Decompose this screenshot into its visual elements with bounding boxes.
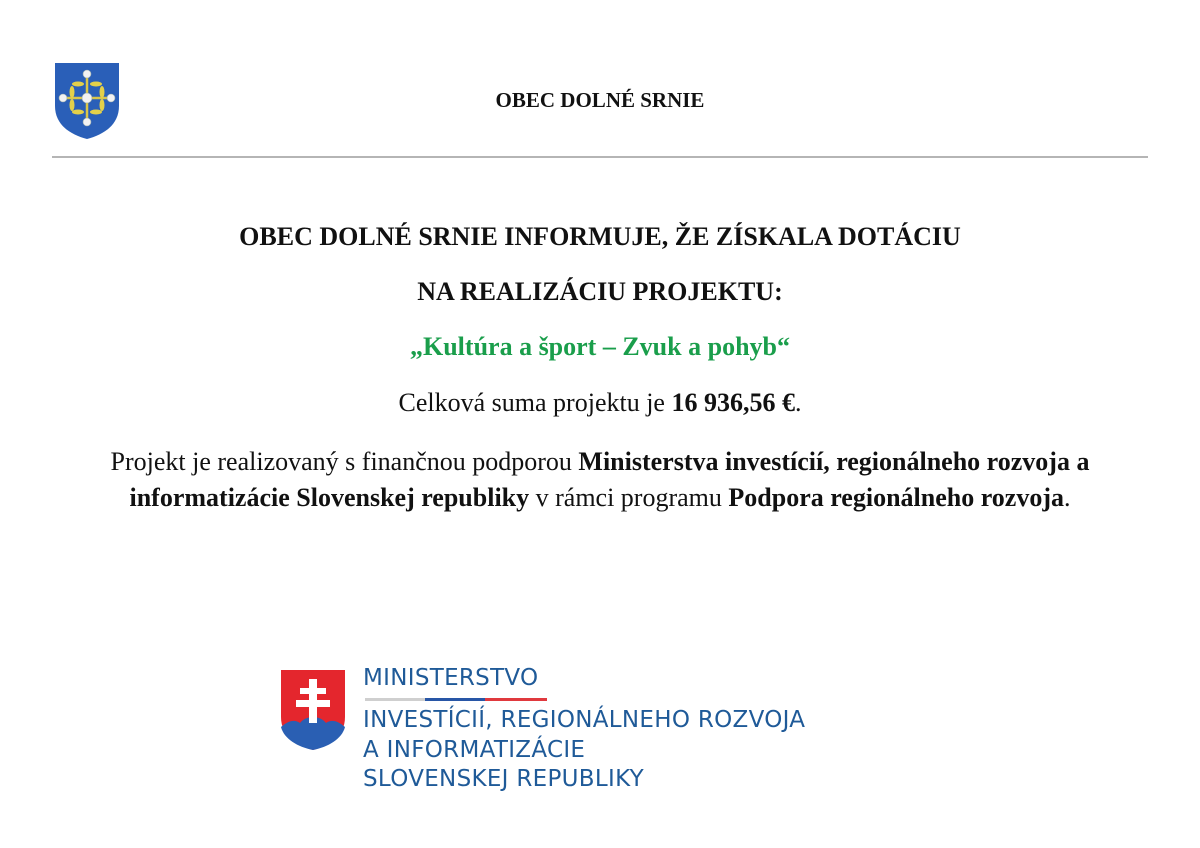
heading-line-1: OBEC DOLNÉ SRNIE INFORMUJE, ŽE ZÍSKALA DOTÁCIU [239, 222, 961, 251]
para-text: v rámci programu [529, 483, 729, 512]
para-text: Projekt je realizovaný s finančnou podporou [110, 447, 579, 476]
header-title: OBEC DOLNÉ SRNIE [495, 88, 705, 112]
heading-line-2: NA REALIZÁCIU PROJEKTU: [417, 277, 783, 306]
slovak-coat-of-arms-icon [280, 669, 346, 751]
ministry-logo [280, 665, 840, 795]
logo-tricolor-bar [365, 698, 547, 701]
sum-prefix: Celková suma projektu je [398, 388, 672, 417]
logo-line-2: INVESTÍCIÍ, REGIONÁLNEHO ROZVOJA [363, 707, 806, 733]
para-text: . [1063, 483, 1071, 512]
header-divider [52, 156, 1148, 158]
logo-line-4: SLOVENSKEJ REPUBLIKY [363, 766, 644, 792]
sum-suffix: . [794, 388, 802, 417]
logo-line-1: MINISTERSTVO [363, 665, 539, 691]
project-name: „Kultúra a šport – Zvuk a pohyb“ [410, 332, 790, 361]
project-sum [0, 388, 1200, 418]
sum-value: 16 936,56 € [671, 388, 795, 417]
funding-paragraph [60, 444, 1140, 516]
program-name: Podpora regionálneho rozvoja [728, 483, 1064, 512]
logo-line-3: A INFORMATIZÁCIE [363, 737, 586, 763]
ministry-name: Ministerstva investícií, regionálneho rozvoja a informatizácie Slovenskej republiky [129, 447, 1090, 512]
